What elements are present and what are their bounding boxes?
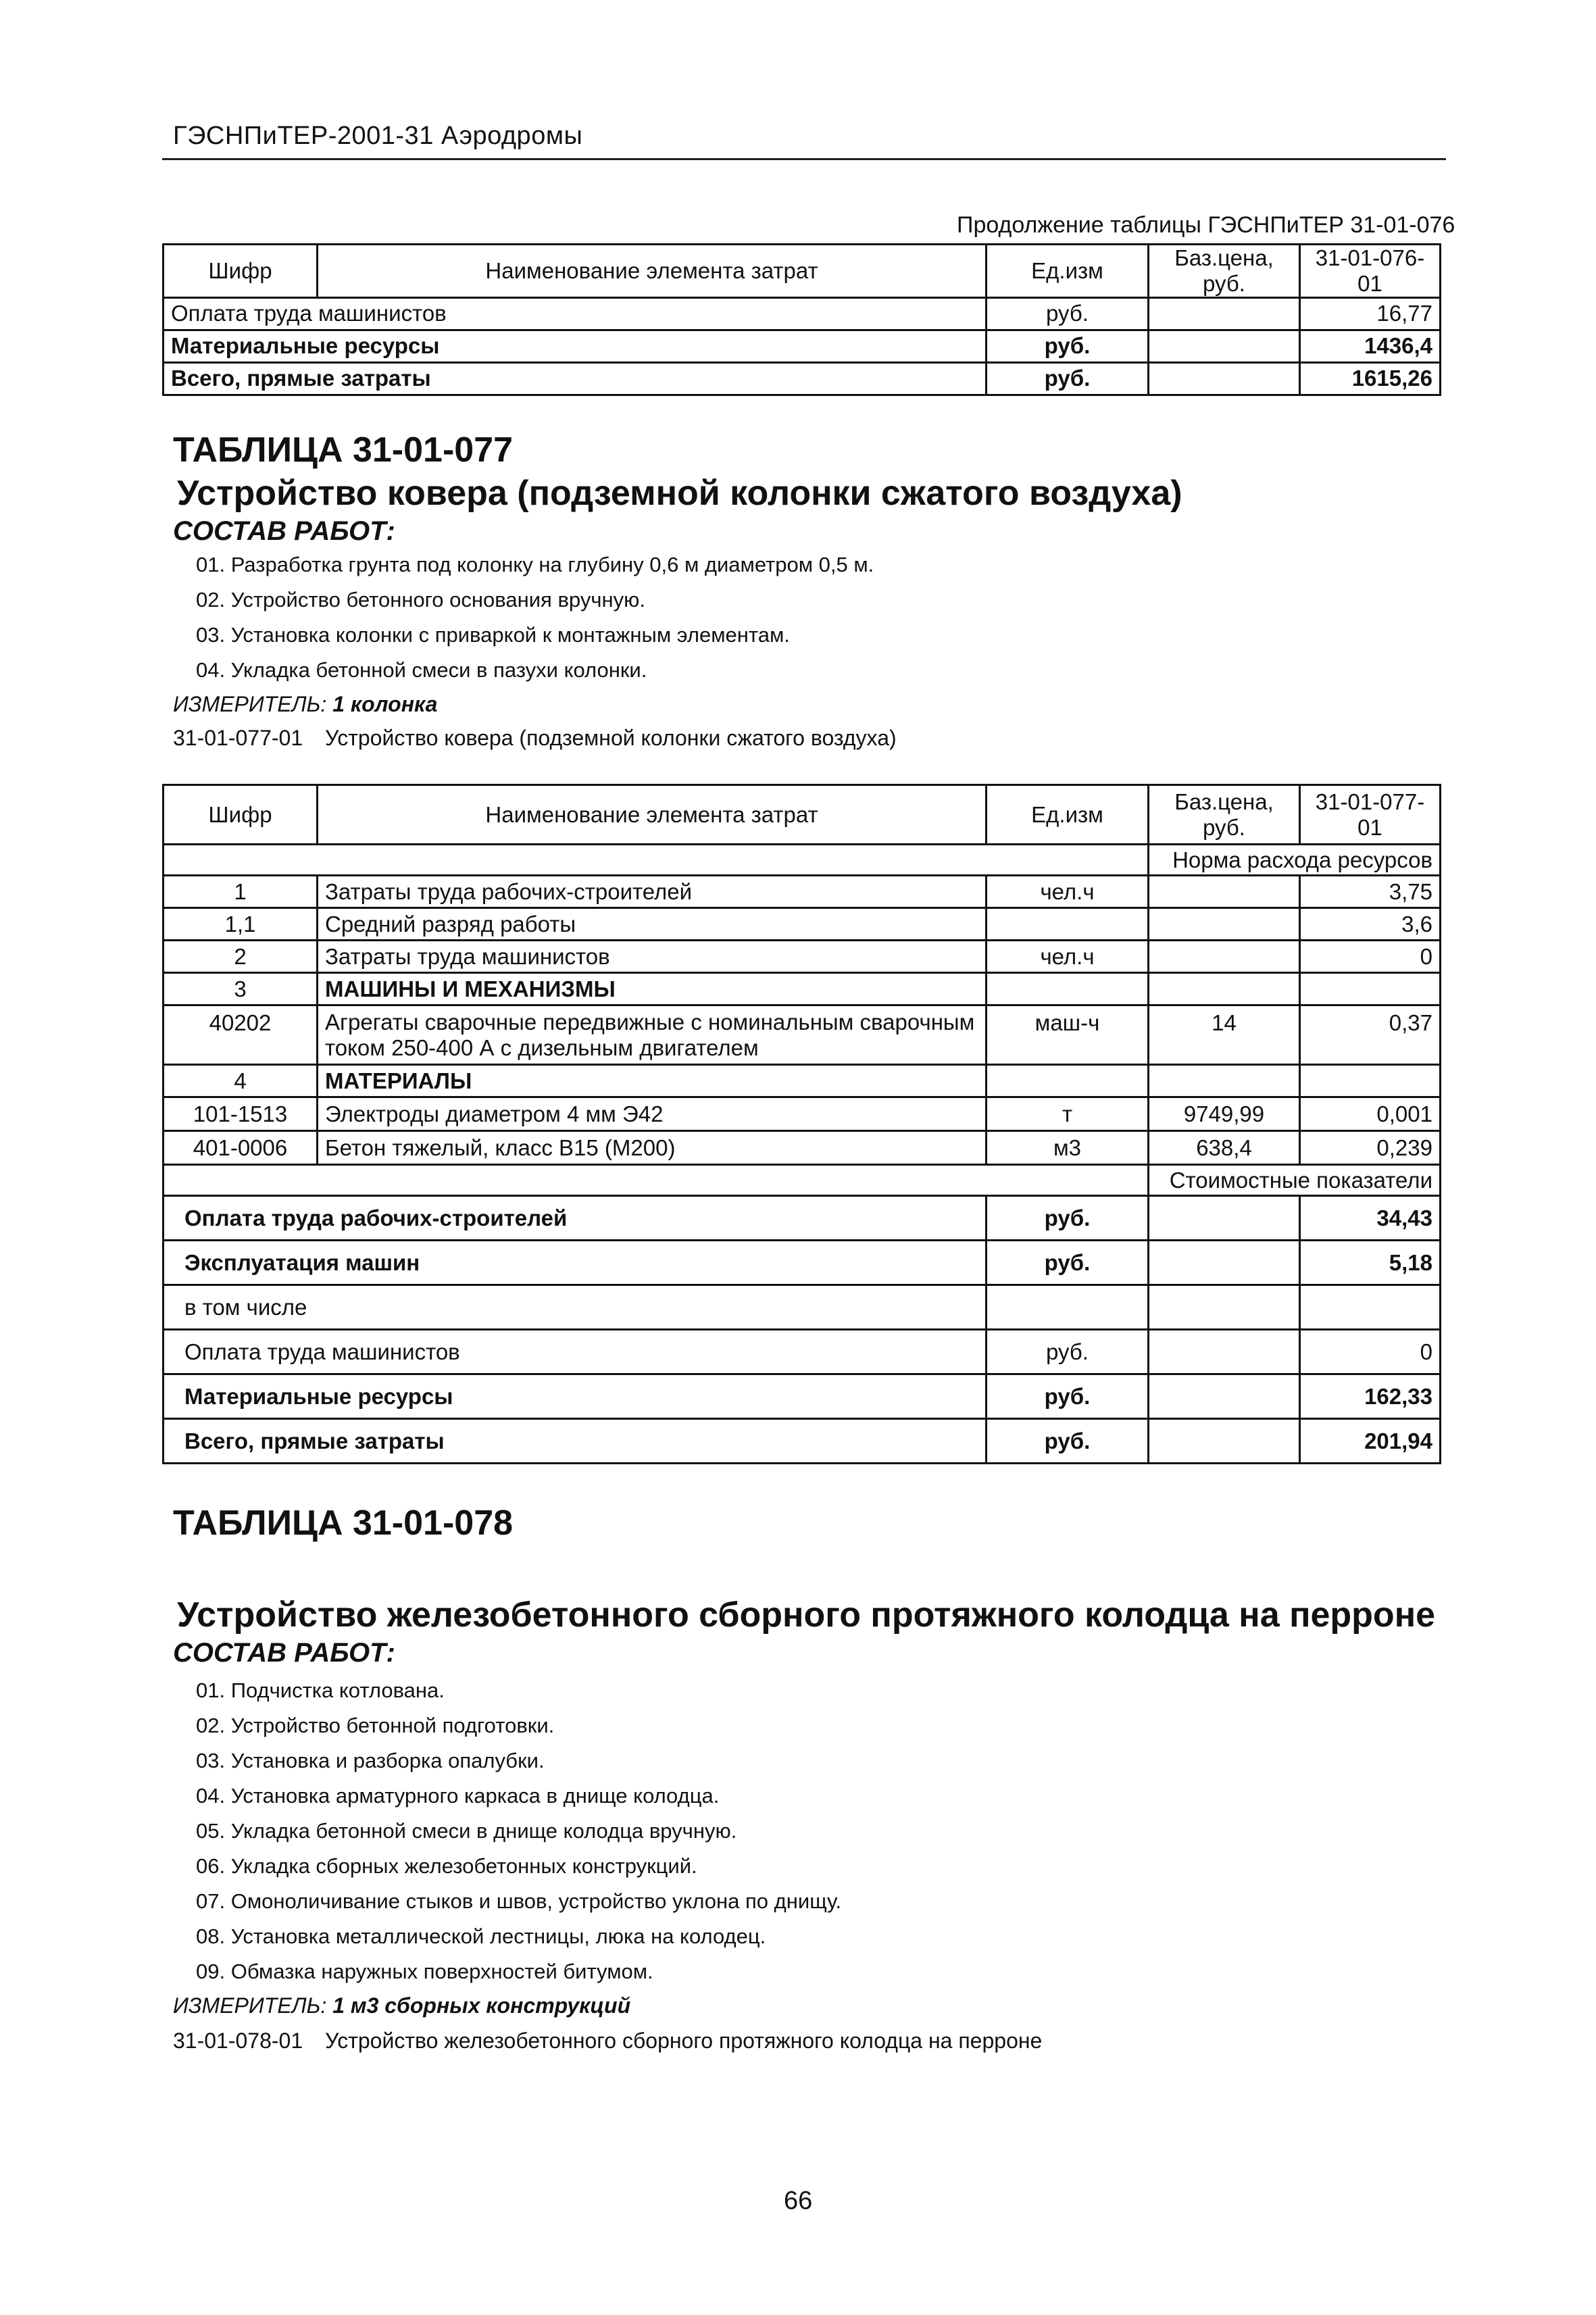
row-unit: т — [987, 1097, 1149, 1131]
table-077-subtitle: Устройство ковера (подземной колонки сжатого воздуха) — [177, 474, 1182, 513]
work-item: 01. Разработка грунта под колонку на глубину 0,6 м диаметром 0,5 м. — [196, 553, 874, 576]
row-unit: руб. — [987, 362, 1149, 395]
row-name: Материальные ресурсы — [164, 330, 987, 362]
cost-unit: руб. — [987, 1330, 1149, 1374]
row-price — [1149, 1065, 1300, 1097]
col-header-price: Баз.цена, руб. — [1149, 785, 1300, 845]
cost-unit — [987, 1285, 1149, 1330]
row-unit — [987, 908, 1149, 941]
cost-name: Оплата труда рабочих-строителей — [164, 1196, 987, 1241]
row-code: 40202 — [164, 1005, 318, 1065]
cost-name: Всего, прямые затраты — [164, 1419, 987, 1464]
row-name: Затраты труда рабочих-строителей — [318, 876, 987, 908]
work-composition-heading: СОСТАВ РАБОТ: — [173, 516, 395, 546]
norm-caption-spacer — [164, 845, 1149, 876]
cost-unit: руб. — [987, 1374, 1149, 1419]
measure-value: 1 колонка — [332, 692, 438, 716]
table-row — [164, 973, 1441, 1005]
cost-price — [1149, 1374, 1300, 1419]
rate-code: 31-01-078-01 — [173, 2028, 303, 2053]
cost-caption: Стоимостные показатели — [1149, 1165, 1441, 1196]
cost-price — [1149, 1419, 1300, 1464]
row-value: 0 — [1300, 941, 1441, 973]
work-item: 05. Укладка бетонной смеси в днище колодца вручную. — [196, 1819, 737, 1843]
cost-value: 5,18 — [1300, 1241, 1441, 1285]
page-number: 66 — [784, 2187, 813, 2215]
page-header-title: ГЭСНПиТЕР-2001-31 Аэродромы — [173, 122, 583, 150]
cost-price — [1149, 1330, 1300, 1374]
table-row — [164, 908, 1441, 941]
work-item: 02. Устройство бетонного основания вручную. — [196, 588, 645, 612]
row-unit: маш-ч — [987, 1005, 1149, 1065]
row-name: Всего, прямые затраты — [164, 362, 987, 395]
cost-row — [164, 1196, 1441, 1241]
measure-line — [173, 692, 437, 717]
table-078-title: ТАБЛИЦА 31-01-078 — [173, 1503, 514, 1543]
col-header-unit: Ед.изм — [987, 245, 1149, 298]
row-unit: руб. — [987, 330, 1149, 362]
cost-value — [1300, 1285, 1441, 1330]
row-unit: чел.ч — [987, 941, 1149, 973]
norm-caption: Норма расхода ресурсов — [1149, 845, 1441, 876]
work-item: 07. Омоноличивание стыков и швов, устройство уклона по днищу. — [196, 1889, 842, 1913]
rate-code-line — [173, 2028, 1042, 2053]
row-name: Электроды диаметром 4 мм Э42 — [318, 1097, 987, 1131]
table-row — [164, 1097, 1441, 1131]
cost-row — [164, 1374, 1441, 1419]
row-name: МАТЕРИАЛЫ — [318, 1065, 987, 1097]
row-price — [1149, 330, 1300, 362]
continuation-caption: Продолжение таблицы ГЭСНПиТЕР 31-01-076 — [957, 212, 1455, 238]
table-row — [164, 1005, 1441, 1065]
work-item: 06. Укладка сборных железобетонных конструкций. — [196, 1854, 697, 1878]
row-value: 16,77 — [1300, 297, 1441, 330]
row-name: Затраты труда машинистов — [318, 941, 987, 973]
row-value: 0,239 — [1300, 1131, 1441, 1165]
cost-name: Материальные ресурсы — [164, 1374, 987, 1419]
table-077-title: ТАБЛИЦА 31-01-077 — [173, 430, 514, 470]
measure-value: 1 м3 сборных конструкций — [332, 1993, 631, 2018]
measure-label: ИЗМЕРИТЕЛЬ: — [173, 692, 327, 716]
cost-value: 201,94 — [1300, 1419, 1441, 1464]
work-item: 08. Установка металлической лестницы, люка на колодец. — [196, 1924, 766, 1948]
row-value — [1300, 1065, 1441, 1097]
col-header-code: Шифр — [164, 785, 318, 845]
cost-name: в том числе — [164, 1285, 987, 1330]
cost-row — [164, 1241, 1441, 1285]
row-name: Средний разряд работы — [318, 908, 987, 941]
work-item: 04. Установка арматурного каркаса в днище колодца. — [196, 1784, 720, 1808]
cost-price — [1149, 1196, 1300, 1241]
col-header-name: Наименование элемента затрат — [318, 785, 987, 845]
row-code: 3 — [164, 973, 318, 1005]
table-077 — [162, 784, 1441, 1464]
cost-caption-spacer — [164, 1165, 1149, 1196]
table-row — [164, 1131, 1441, 1165]
work-item: 04. Укладка бетонной смеси в пазухи колонки. — [196, 658, 647, 682]
col-header-code: Шифр — [164, 245, 318, 298]
cost-value: 162,33 — [1300, 1374, 1441, 1419]
row-price — [1149, 297, 1300, 330]
cost-name: Эксплуатация машин — [164, 1241, 987, 1285]
work-item: 02. Устройство бетонной подготовки. — [196, 1714, 555, 1737]
row-value: 1615,26 — [1300, 362, 1441, 395]
rate-description: Устройство ковера (подземной колонки сжатого воздуха) — [325, 726, 897, 750]
cost-row — [164, 1330, 1441, 1374]
cost-name: Оплата труда машинистов — [164, 1330, 987, 1374]
row-value: 3,75 — [1300, 876, 1441, 908]
row-price — [1149, 973, 1300, 1005]
cost-unit: руб. — [987, 1419, 1149, 1464]
row-unit — [987, 973, 1149, 1005]
table-076 — [162, 243, 1441, 396]
rate-code-line — [173, 726, 897, 751]
row-price — [1149, 908, 1300, 941]
table-row — [164, 362, 1441, 395]
col-header-unit: Ед.изм — [987, 785, 1149, 845]
row-name: Бетон тяжелый, класс B15 (М200) — [318, 1131, 987, 1165]
row-price — [1149, 362, 1300, 395]
row-unit — [987, 1065, 1149, 1097]
row-price — [1149, 941, 1300, 973]
col-header-variant: 31-01-076-01 — [1300, 245, 1441, 298]
row-value: 3,6 — [1300, 908, 1441, 941]
row-unit: чел.ч — [987, 876, 1149, 908]
row-unit: руб. — [987, 297, 1149, 330]
row-unit: м3 — [987, 1131, 1149, 1165]
col-header-price: Баз.цена, руб. — [1149, 245, 1300, 298]
row-code: 1 — [164, 876, 318, 908]
row-code: 101-1513 — [164, 1097, 318, 1131]
col-header-name: Наименование элемента затрат — [318, 245, 987, 298]
cost-unit: руб. — [987, 1241, 1149, 1285]
table-row — [164, 297, 1441, 330]
cost-value: 0 — [1300, 1330, 1441, 1374]
row-code: 401-0006 — [164, 1131, 318, 1165]
row-name: Оплата труда машинистов — [164, 297, 987, 330]
cost-value: 34,43 — [1300, 1196, 1441, 1241]
work-composition-heading: СОСТАВ РАБОТ: — [173, 1638, 395, 1668]
table-row — [164, 941, 1441, 973]
work-item: 03. Установка и разборка опалубки. — [196, 1749, 545, 1772]
cost-unit: руб. — [987, 1196, 1149, 1241]
col-header-variant: 31-01-077-01 — [1300, 785, 1441, 845]
row-code: 4 — [164, 1065, 318, 1097]
table-row — [164, 876, 1441, 908]
measure-label: ИЗМЕРИТЕЛЬ: — [173, 1993, 327, 2018]
row-price: 638,4 — [1149, 1131, 1300, 1165]
row-value: 1436,4 — [1300, 330, 1441, 362]
cost-price — [1149, 1285, 1300, 1330]
cost-row — [164, 1419, 1441, 1464]
cost-price — [1149, 1241, 1300, 1285]
row-value: 0,37 — [1300, 1005, 1441, 1065]
row-name: Агрегаты сварочные передвижные с номинальным сварочным током 250-400 А с дизельным двигателем — [318, 1005, 987, 1065]
header-rule — [162, 158, 1446, 160]
table-row — [164, 1065, 1441, 1097]
row-price: 14 — [1149, 1005, 1300, 1065]
row-code: 2 — [164, 941, 318, 973]
work-item: 01. Подчистка котлована. — [196, 1678, 445, 1702]
measure-line — [173, 1993, 630, 2018]
rate-code: 31-01-077-01 — [173, 726, 303, 750]
row-code: 1,1 — [164, 908, 318, 941]
row-price — [1149, 876, 1300, 908]
row-price: 9749,99 — [1149, 1097, 1300, 1131]
cost-row — [164, 1285, 1441, 1330]
work-item: 03. Установка колонки с приваркой к монтажным элементам. — [196, 623, 790, 647]
row-value — [1300, 973, 1441, 1005]
table-row — [164, 330, 1441, 362]
row-name: МАШИНЫ И МЕХАНИЗМЫ — [318, 973, 987, 1005]
table-078-subtitle: Устройство железобетонного сборного протяжного колодца на перроне — [177, 1595, 1436, 1635]
row-value: 0,001 — [1300, 1097, 1441, 1131]
work-item: 09. Обмазка наружных поверхностей битумом. — [196, 1960, 653, 1983]
rate-description: Устройство железобетонного сборного протяжного колодца на перроне — [325, 2028, 1043, 2053]
